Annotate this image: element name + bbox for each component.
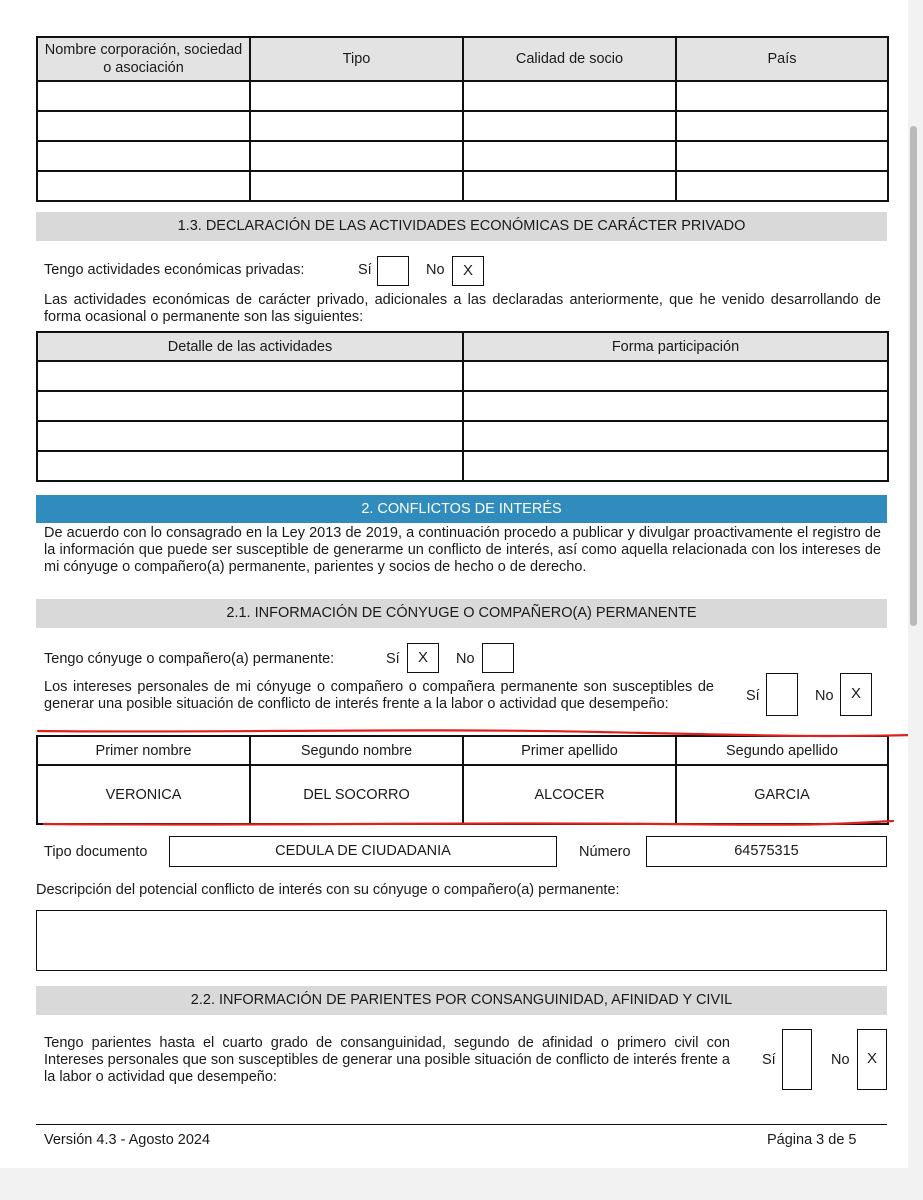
- header-second-name: Segundo nombre: [250, 736, 463, 765]
- second-surname-value: GARCIA: [676, 765, 888, 824]
- table-cell: [37, 141, 250, 171]
- table-cell: [463, 111, 676, 141]
- table-row: [37, 421, 888, 451]
- section-2-title: 2. CONFLICTOS DE INTERÉS: [36, 495, 887, 523]
- conflict-of-interest-intro: De acuerdo con lo consagrado en la Ley 2013 de 2019, a continuación procedo a publicar y divulgar proactivamente el registro de la información que puede ser susceptible de generarme un conflicto de interés, así como aquella relacionada con los intereses de mi cónyuge o compañero(a) permanente, parientes y socios de hecho o de derecho.: [44, 525, 881, 575]
- spouse-interests-no-label: No: [815, 688, 834, 704]
- spouse-no-checkbox[interactable]: [482, 643, 514, 673]
- spouse-si-label: Sí: [386, 651, 400, 667]
- table-cell: [37, 451, 463, 481]
- relatives-si-label: Sí: [762, 1052, 776, 1068]
- spouse-interests-si-label: Sí: [746, 688, 760, 704]
- header-first-name: Primer nombre: [37, 736, 250, 765]
- table-cell: [250, 171, 463, 201]
- scrollbar-thumb[interactable]: [910, 126, 917, 626]
- document-type-label: Tipo documento: [44, 844, 148, 860]
- relatives-si-checkbox[interactable]: [782, 1029, 812, 1090]
- spouse-si-checkbox[interactable]: X: [407, 643, 439, 673]
- table-row: [37, 391, 888, 421]
- table-row: [37, 361, 888, 391]
- first-surname-value: ALCOCER: [463, 765, 676, 824]
- table-cell: [250, 81, 463, 111]
- table-cell: [463, 81, 676, 111]
- section-2-1-title: 2.1. INFORMACIÓN DE CÓNYUGE O COMPAÑERO(A) PERMANENTE: [36, 599, 887, 628]
- spouse-name-table: [36, 735, 889, 825]
- table-row: [37, 171, 888, 201]
- table-row: [37, 111, 888, 141]
- relatives-no-checkbox[interactable]: X: [857, 1029, 887, 1090]
- relatives-text: Tengo parientes hasta el cuarto grado de consanguinidad, segundo de afinidad o primero civil con Intereses personales que son susceptibles de generar una posible situación de conflicto de interés frente a la labor o actividad que desempeño:: [44, 1035, 730, 1085]
- table-cell: [676, 141, 888, 171]
- section-2-2-title: 2.2. INFORMACIÓN DE PARIENTES POR CONSANGUINIDAD, AFINIDAD Y CIVIL: [36, 986, 887, 1015]
- header-second-surname: Segundo apellido: [676, 736, 888, 765]
- document-number-label: Número: [579, 844, 631, 860]
- private-activities-no-label: No: [426, 262, 445, 278]
- first-name-value: VERONICA: [37, 765, 250, 824]
- private-activities-si-checkbox[interactable]: [377, 256, 409, 286]
- table-row: [37, 81, 888, 111]
- partners-table: [36, 36, 889, 202]
- table-cell: [463, 141, 676, 171]
- table-cell: [463, 171, 676, 201]
- table-cell: [37, 111, 250, 141]
- footer-version: Versión 4.3 - Agosto 2024: [44, 1132, 211, 1148]
- header-participation-form: Forma participación: [463, 332, 888, 361]
- header-activity-detail: Detalle de las actividades: [37, 332, 463, 361]
- table-cell: [676, 81, 888, 111]
- table-cell: [463, 391, 888, 421]
- table-row: [37, 451, 888, 481]
- table-cell: [676, 111, 888, 141]
- header-corporation-name: Nombre corporación, sociedad o asociación: [37, 37, 250, 81]
- spouse-interests-si-checkbox[interactable]: [766, 673, 798, 716]
- table-cell: [250, 141, 463, 171]
- private-activities-si-label: Sí: [358, 262, 372, 278]
- private-activities-table: [36, 331, 889, 482]
- table-cell: [37, 421, 463, 451]
- footer-divider: [36, 1124, 887, 1125]
- second-name-value: DEL SOCORRO: [250, 765, 463, 824]
- relatives-no-label: No: [831, 1052, 850, 1068]
- table-cell: [463, 421, 888, 451]
- header-country: País: [676, 37, 888, 81]
- spouse-interests-no-checkbox[interactable]: X: [840, 673, 872, 716]
- header-first-surname: Primer apellido: [463, 736, 676, 765]
- table-cell: [37, 391, 463, 421]
- conflict-description-field[interactable]: [36, 910, 887, 971]
- document-type-field[interactable]: CEDULA DE CIUDADANIA: [169, 836, 557, 867]
- table-cell: [37, 171, 250, 201]
- private-activities-description: Las actividades económicas de carácter privado, adicionales a las declaradas anteriormente, que he venido desarrollando de forma ocasional o permanente son las siguientes:: [44, 292, 881, 325]
- document-number-field[interactable]: 64575315: [646, 836, 887, 867]
- private-activities-question: Tengo actividades económicas privadas:: [44, 262, 305, 278]
- footer-page-number: Página 3 de 5: [767, 1132, 857, 1148]
- table-cell: [250, 111, 463, 141]
- section-1-3-title: 1.3. DECLARACIÓN DE LAS ACTIVIDADES ECONÓMICAS DE CARÁCTER PRIVADO: [36, 212, 887, 241]
- table-cell: [37, 361, 463, 391]
- table-cell: [37, 81, 250, 111]
- table-cell: [463, 451, 888, 481]
- spouse-interests-text: Los intereses personales de mi cónyuge o compañero o compañera permanente son susceptibles de generar una posible situación de conflicto de interés frente a la labor o actividad que desempeño:: [44, 679, 714, 712]
- table-row: [37, 141, 888, 171]
- header-type: Tipo: [250, 37, 463, 81]
- spouse-no-label: No: [456, 651, 475, 667]
- private-activities-no-checkbox[interactable]: X: [452, 256, 484, 286]
- table-row: [37, 765, 888, 824]
- table-cell: [463, 361, 888, 391]
- header-partner-quality: Calidad de socio: [463, 37, 676, 81]
- table-cell: [676, 171, 888, 201]
- spouse-question: Tengo cónyuge o compañero(a) permanente:: [44, 651, 335, 667]
- conflict-description-label: Descripción del potencial conflicto de interés con su cónyuge o compañero(a) permanente:: [36, 882, 620, 898]
